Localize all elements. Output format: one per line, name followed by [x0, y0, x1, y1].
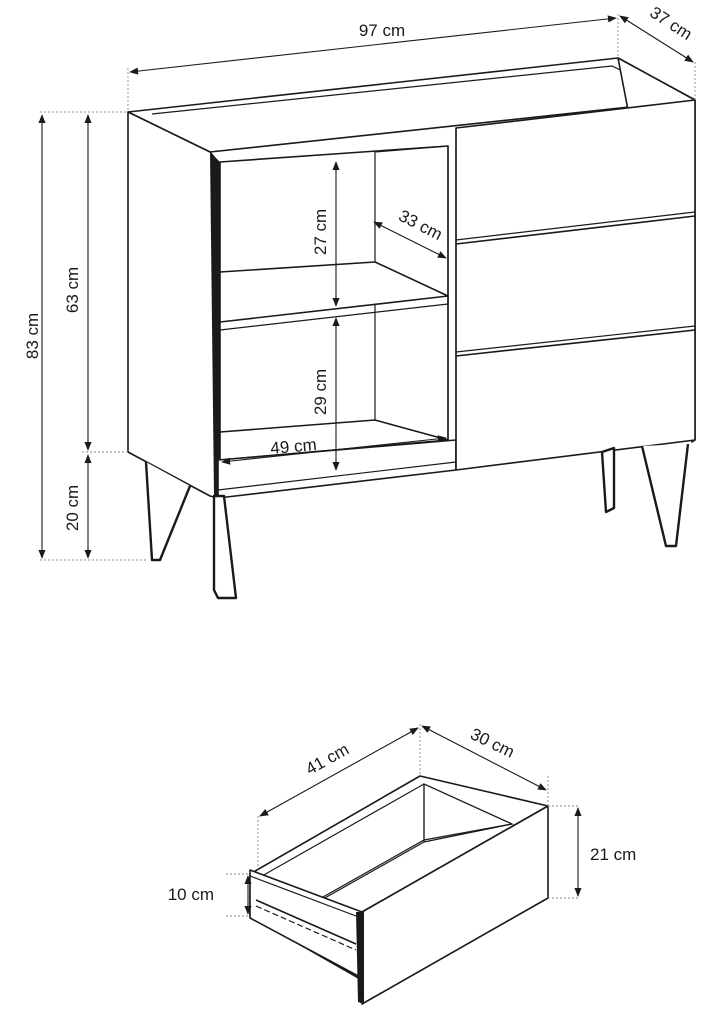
sideboard [128, 58, 695, 598]
lower-shelf-height-label: 29 cm [311, 368, 330, 416]
drawer-depth-label: 30 cm [467, 724, 518, 762]
drawer-front-height-label: 21 cm [590, 845, 637, 864]
upper-shelf-height-label: 27 cm [311, 208, 330, 256]
leg-back-right [642, 444, 688, 546]
drawer-width-label: 41 cm [302, 739, 353, 779]
leg-height-label: 20 cm [63, 484, 82, 532]
body-height-label: 63 cm [63, 266, 82, 314]
shelf-depth-label: 33 cm [395, 206, 446, 245]
depth-label: 37 cm [646, 2, 696, 44]
width-label: 97 cm [358, 21, 406, 40]
left-side-panel [128, 112, 218, 498]
leg-front-right [602, 448, 614, 512]
drawer-fronts [456, 100, 695, 470]
total-height-label: 83 cm [23, 312, 42, 360]
leg-front-left [214, 496, 236, 598]
inner-width-label: 49 cm [269, 435, 318, 459]
drawer-inner-height-label: 10 cm [167, 885, 214, 904]
drawer [250, 776, 548, 1004]
